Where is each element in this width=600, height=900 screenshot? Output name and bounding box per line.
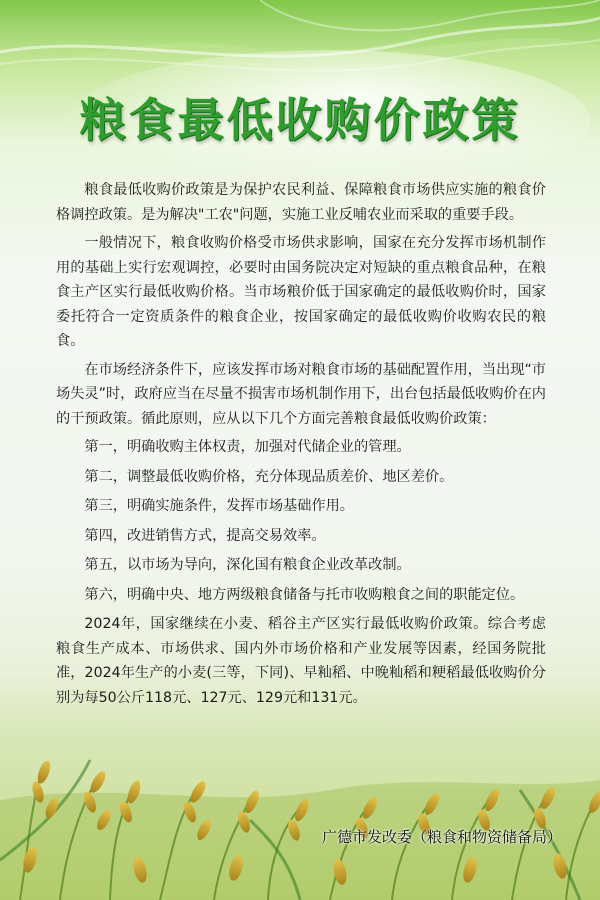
policy-item-4: 第四，改进销售方式，提高交易效率。 (84, 527, 326, 544)
policy-item-2: 第二，调整最低收购价格，充分体现品质差价、地区差价。 (84, 468, 454, 485)
policy-item-6: 第六，明确中央、地方两级粮食储备与托市收购粮食之间的职能定位。 (84, 586, 525, 603)
issuer-signature: 广德市发改委（粮食和物资储备局） (321, 828, 562, 846)
policy-item-5: 第五，以市场为导向，深化国有粮食企业改革改制。 (84, 557, 411, 573)
intro-paragraph: 粮食最低收购价政策是为保护农民利益、保障粮食市场供应实施的粮食价格调控政策。是为解决"工农"问题，实施工业反哺农业而采取的重要手段。 (56, 182, 546, 223)
poster-title: 粮食最低收购价政策 (79, 93, 521, 147)
closing-paragraph: 2024年，国家继续在小麦、稻谷主产区实行最低收购价政策。综合考虑粮食生产成本、市场供求、国内外市场价格和产业发展等因素，经国务院批准，2024年生产的小麦(三等，下同)、早籼稻、中晚籼稻和粳稻最低收购价分别为每50公斤118元、127元、129元和131元。 (56, 616, 546, 706)
mechanism-paragraph: 一般情况下，粮食收购价格受市场供求影响，国家在充分发挥市场机制作用的基础上实行宏观调控，必要时由国务院决定对短缺的重点粮食品种，在粮食主产区实行最低收购价格。当市场粮价低于国家确定的最低收购价时，国家委托符合一定资质条件的粮食企业，按国家确定的最低收购价收购农民的粮食。 (56, 235, 546, 349)
policy-item-1: 第一，明确收购主体权责，加强对代储企业的管理。 (84, 439, 411, 455)
policy-body (56, 178, 546, 714)
principle-paragraph: 在市场经济条件下，应该发挥市场对粮食市场的基础配置作用，当出现“市场失灵”时，政府应当在尽量不损害市场机制作用下，出台包括最低收购价在内的干预政策。循此原则，应从以下几个方面完善粮食最低收购价政策： (56, 361, 546, 427)
policy-item-3: 第三，明确实施条件，发挥市场基础作用。 (84, 498, 354, 514)
